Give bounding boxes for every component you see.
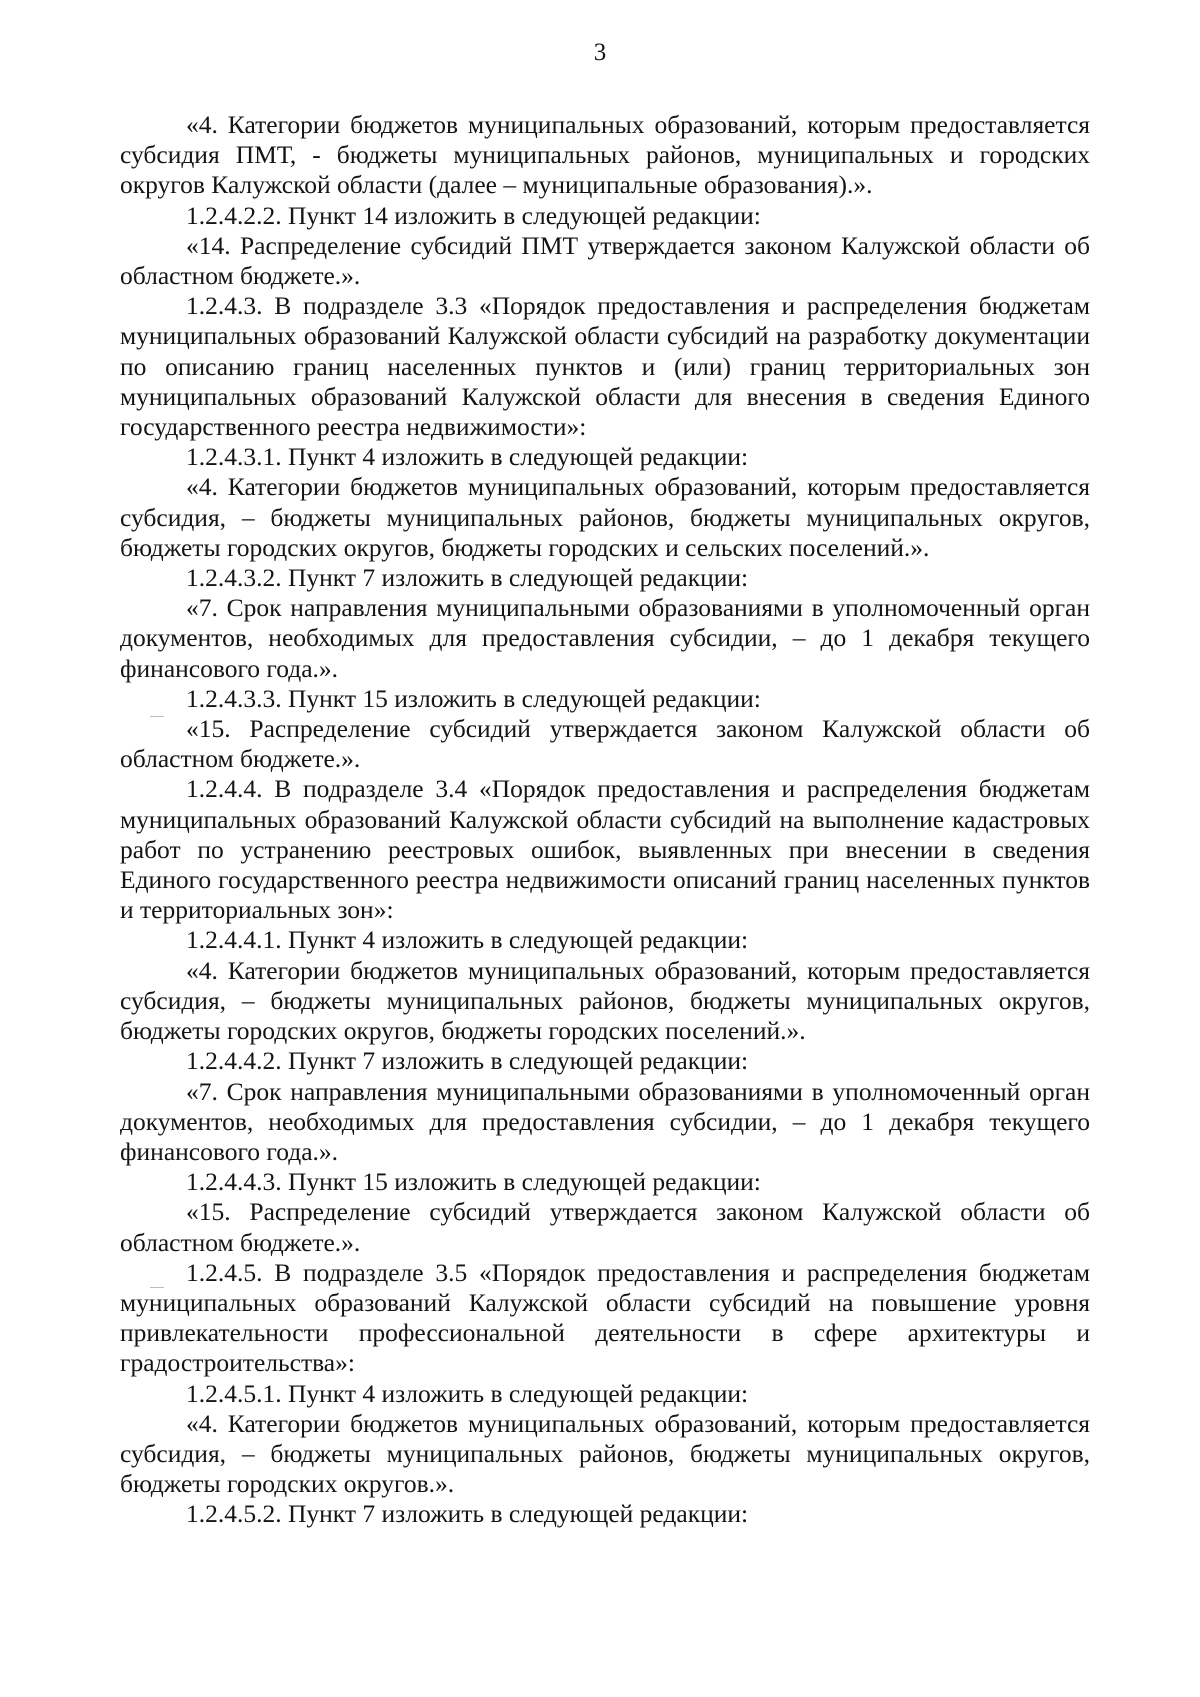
paragraph: 1.2.4.3. В подразделе 3.3 «Порядок предоставления и распределения бюджетам муниципальных образований Калужской области субсидий на разработку документации по описанию границ населенных пунктов и (или) границ территориальных зон муниципальных образований Калужской области для внесения в сведения Единого государственного реестра недвижимости»: xyxy=(120,291,1090,442)
document-body xyxy=(120,110,1090,1530)
paragraph: «4. Категории бюджетов муниципальных образований, которым предоставляется субсидия ПМТ, - бюджеты муниципальных районов, муниципальных и городских округов Калужской области (далее – муниципальные образования).». xyxy=(120,110,1090,200)
paragraph: «4. Категории бюджетов муниципальных образований, которым предоставляется субсидия, – бюджеты муниципальных районов, бюджеты муниципальных округов, бюджеты городских округов, бюджеты городских поселений.». xyxy=(120,955,1090,1046)
paragraph: 1.2.4.4. В подразделе 3.4 «Порядок предоставления и распределения бюджетам муниципальных образований Калужской области субсидий на выполнение кадастровых работ по устранению реестровых ошибок, выявленных при внесении в сведения Единого государственного реестра недвижимости описаний границ населенных пунктов и территориальных зон»: xyxy=(120,774,1090,925)
paragraph: 1.2.4.5. В подразделе 3.5 «Порядок предоставления и распределения бюджетам муниципальных образований Калужской области субсидий на повышение уровня привлекательности профессиональной деятельности в сфере архитектуры и градостроительства»: xyxy=(120,1257,1090,1378)
paragraph: «4. Категории бюджетов муниципальных образований, которым предоставляется субсидия, – бюджеты муниципальных районов, бюджеты муниципальных округов, бюджеты городских округов, бюджеты городских и сельских поселений.». xyxy=(120,472,1090,562)
paragraph: 1.2.4.3.3. Пункт 15 изложить в следующей редакции: xyxy=(186,683,761,713)
page-number: 3 xyxy=(593,39,607,66)
paragraph: 1.2.4.2.2. Пункт 14 изложить в следующей редакции: xyxy=(186,200,761,230)
paragraph: 1.2.4.3.2. Пункт 7 изложить в следующей редакции: xyxy=(186,563,749,593)
paragraph: «14. Распределение субсидий ПМТ утверждается законом Калужской области об областном бюджете.». xyxy=(120,230,1090,291)
scan-artifact-line xyxy=(150,716,164,717)
paragraph: «7. Срок направления муниципальными образованиями в уполномоченный орган документов, необходимых для предоставления субсидии, – до 1 декабря текущего финансового года.». xyxy=(120,593,1090,683)
paragraph: 1.2.4.4.2. Пункт 7 изложить в следующей редакции: xyxy=(186,1046,749,1076)
paragraph: 1.2.4.4.1. Пункт 4 изложить в следующей редакции: xyxy=(186,925,749,955)
scan-artifact-line xyxy=(150,1287,164,1288)
paragraph: «4. Категории бюджетов муниципальных образований, которым предоставляется субсидия, – бюджеты муниципальных районов, бюджеты муниципальных округов, бюджеты городских округов.». xyxy=(120,1408,1090,1499)
paragraph: 1.2.4.5.1. Пункт 4 изложить в следующей редакции: xyxy=(186,1378,749,1408)
paragraph: 1.2.4.5.2. Пункт 7 изложить в следующей редакции: xyxy=(186,1499,749,1529)
paragraph: «15. Распределение субсидий утверждается законом Калужской области об областном бюджете.». xyxy=(120,714,1090,774)
paragraph: «15. Распределение субсидий утверждается законом Калужской области об областном бюджете.». xyxy=(120,1197,1090,1257)
paragraph: «7. Срок направления муниципальными образованиями в уполномоченный орган документов, необходимых для предоставления субсидии, – до 1 декабря текущего финансового года.». xyxy=(120,1076,1090,1166)
paragraph: 1.2.4.3.1. Пункт 4 изложить в следующей редакции: xyxy=(186,442,749,472)
paragraph: 1.2.4.4.3. Пункт 15 изложить в следующей редакции: xyxy=(186,1167,761,1197)
